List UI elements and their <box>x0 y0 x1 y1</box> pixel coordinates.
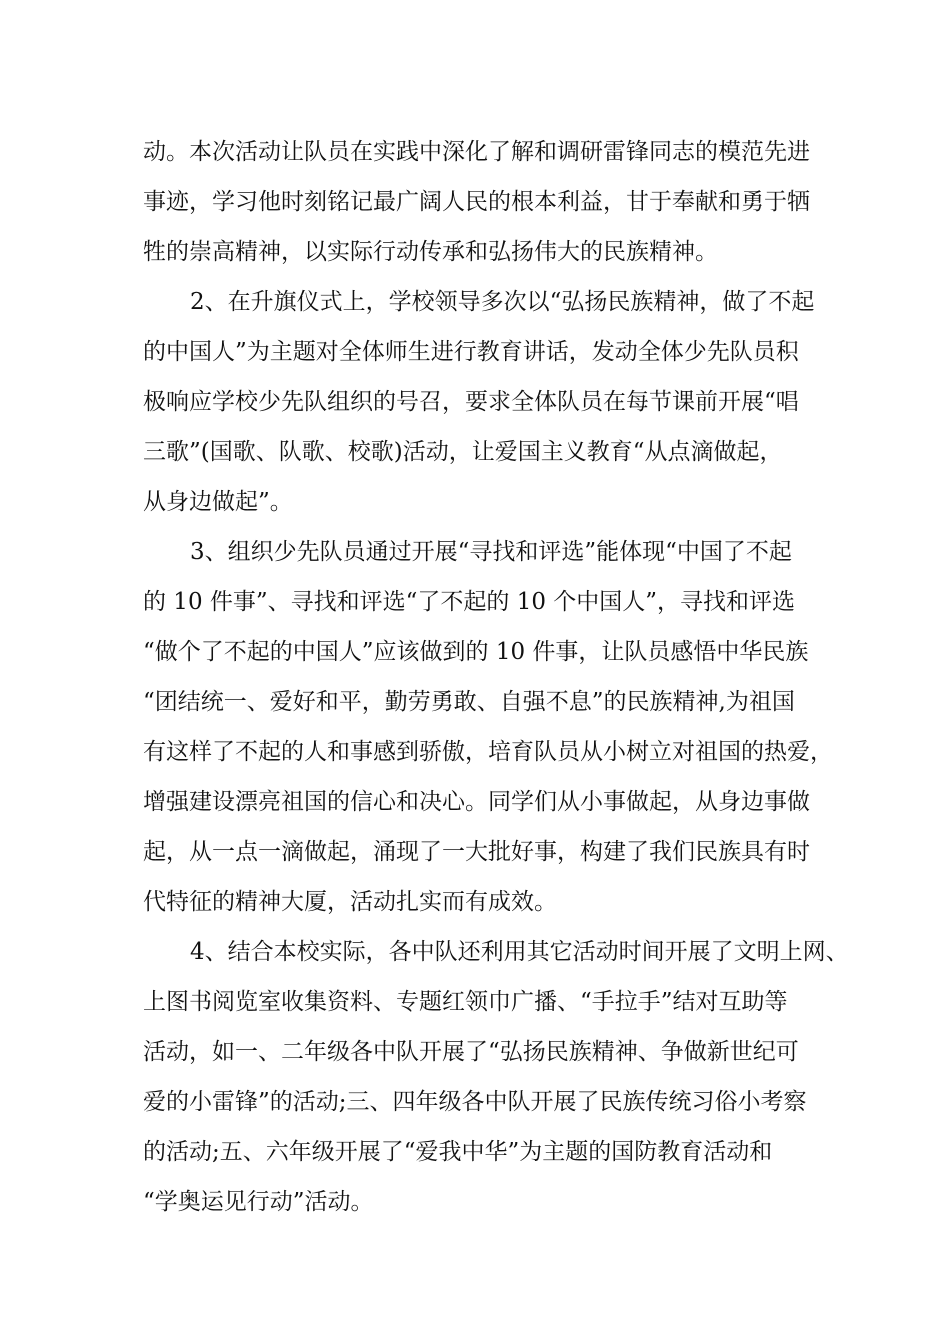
text-line: “团结统一、爱好和平，勤劳勇敢、自强不息”的民族精神,为祖国 <box>143 689 795 715</box>
text-line: 代特征的精神大厦，活动扎实而有成效。 <box>143 889 557 915</box>
text-line: “学奥运见行动”活动。 <box>143 1189 374 1215</box>
text-line: 三歌”(国歌、队歌、校歌)活动，让爱国主义教育“从点滴做起， <box>143 439 783 465</box>
paragraph-4-first-line: 4、结合本校实际，各中队还利用其它活动时间开展了文明上网、 <box>190 939 849 965</box>
text-line: 爱的小雷锋”的活动;三、四年级各中队开展了民族传统习俗小考察 <box>143 1089 807 1115</box>
paragraph-2-first-line: 2、在升旗仪式上，学校领导多次以“弘扬民族精神，做了不起 <box>190 289 815 315</box>
text-line: 极响应学校少先队组织的号召，要求全体队员在每节课前开展“唱 <box>143 389 799 415</box>
text-line: 的活动;五、六年级开展了“爱我中华”为主题的国防教育活动和 <box>143 1139 773 1165</box>
text-line: 从身边做起”。 <box>143 489 293 515</box>
text-line: 增强建设漂亮祖国的信心和决心。同学们从小事做起，从身边事做 <box>143 789 810 815</box>
text-line: 有这样了不起的人和事感到骄傲，培育队员从小树立对祖国的热爱， <box>143 739 833 765</box>
text-line: 上图书阅览室收集资料、专题红领巾广播、“手拉手”结对互助等 <box>143 989 788 1015</box>
text-line: “做个了不起的中国人”应该做到的 10 件事，让队员感悟中华民族 <box>143 639 809 665</box>
text-line: 动。本次活动让队员在实践中深化了解和调研雷锋同志的模范先进 <box>143 139 810 165</box>
text-line: 事迹，学习他时刻铭记最广阔人民的根本利益，甘于奉献和勇于牺 <box>143 189 810 215</box>
text-line: 的 10 件事”、寻找和评选“了不起的 10 个中国人”，寻找和评选 <box>143 589 796 615</box>
paragraph-3-first-line: 3、组织少先队员通过开展“寻找和评选”能体现“中国了不起 <box>190 539 792 565</box>
text-line: 活动，如一、二年级各中队开展了“弘扬民族精神、争做新世纪可 <box>143 1039 799 1065</box>
text-line: 的中国人”为主题对全体师生进行教育讲话，发动全体少先队员积 <box>143 339 799 365</box>
text-line: 起，从一点一滴做起，涌现了一大批好事，构建了我们民族具有时 <box>143 839 810 865</box>
text-line: 牲的崇高精神，以实际行动传承和弘扬伟大的民族精神。 <box>143 239 718 265</box>
